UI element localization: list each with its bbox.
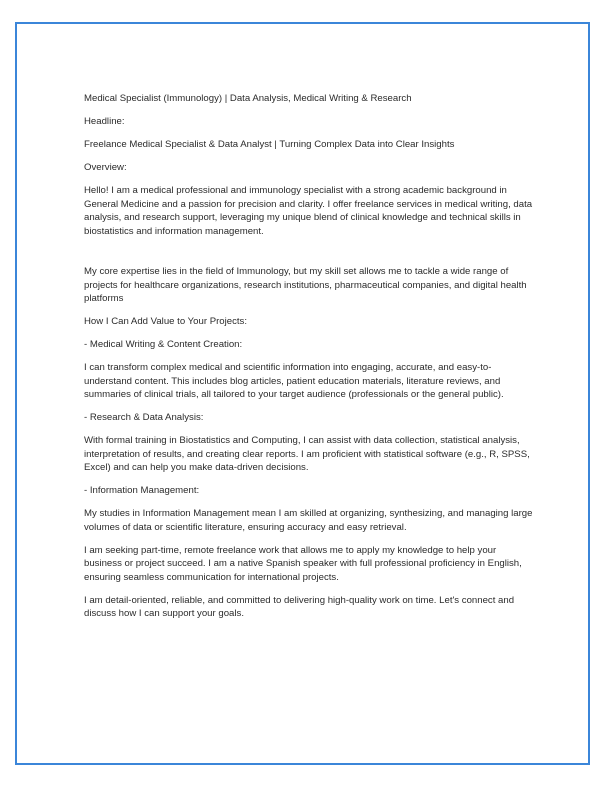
headline-label: Headline:	[84, 116, 125, 127]
info-heading: - Information Management:	[84, 485, 200, 496]
expertise-paragraph: My core expertise lies in the field of Immunology, but my skill set allows me to tackle a wide range of projects for healthcare organizations, research institutions, pharmaceutical companies, and digital health platforms	[84, 266, 527, 304]
document-page	[15, 22, 590, 765]
research-paragraph: With formal training in Biostatistics and Computing, I can assist with data collection, statistical analysis, interpretation of results, and creating clear reports. I am proficient with statistical software (e.g., R, SPSS, Excel) and can help you make data-driven decisions.	[84, 435, 530, 473]
title-line: Medical Specialist (Immunology) | Data Analysis, Medical Writing & Research	[84, 93, 412, 104]
writing-heading: - Medical Writing & Content Creation:	[84, 339, 243, 350]
info-paragraph: My studies in Information Management mean I am skilled at organizing, synthesizing, and managing large volumes of data or scientific literature, ensuring accuracy and easy retrieval.	[84, 508, 533, 533]
writing-paragraph: I can transform complex medical and scientific information into engaging, accurate, and easy-to-understand content. This includes blog articles, patient education materials, literature reviews, and summaries of clinical trials, all tailored to your target audience (professionals or the general public).	[84, 362, 504, 400]
document-body	[84, 92, 534, 630]
overview-label: Overview:	[84, 162, 127, 173]
intro-paragraph: Hello! I am a medical professional and immunology specialist with a strong academic background in General Medicine and a passion for precision and clarity. I offer freelance services in medical writing, data analysis, and research support, leveraging my unique blend of clinical knowledge and technical skills in biostatistics and information management.	[84, 185, 533, 237]
closing-paragraph: I am detail-oriented, reliable, and committed to delivering high-quality work on time. Let's connect and discuss how I can support your goals.	[84, 594, 515, 619]
research-heading: - Research & Data Analysis:	[84, 412, 204, 423]
value-heading: How I Can Add Value to Your Projects:	[84, 316, 248, 327]
seeking-paragraph: I am seeking part-time, remote freelance work that allows me to apply my knowledge to help your business or project succeed. I am a native Spanish speaker with full professional proficiency in English, ensuring seamless communication for international projects.	[84, 544, 522, 583]
headline: Freelance Medical Specialist & Data Analyst | Turning Complex Data into Clear Insights	[84, 139, 455, 150]
